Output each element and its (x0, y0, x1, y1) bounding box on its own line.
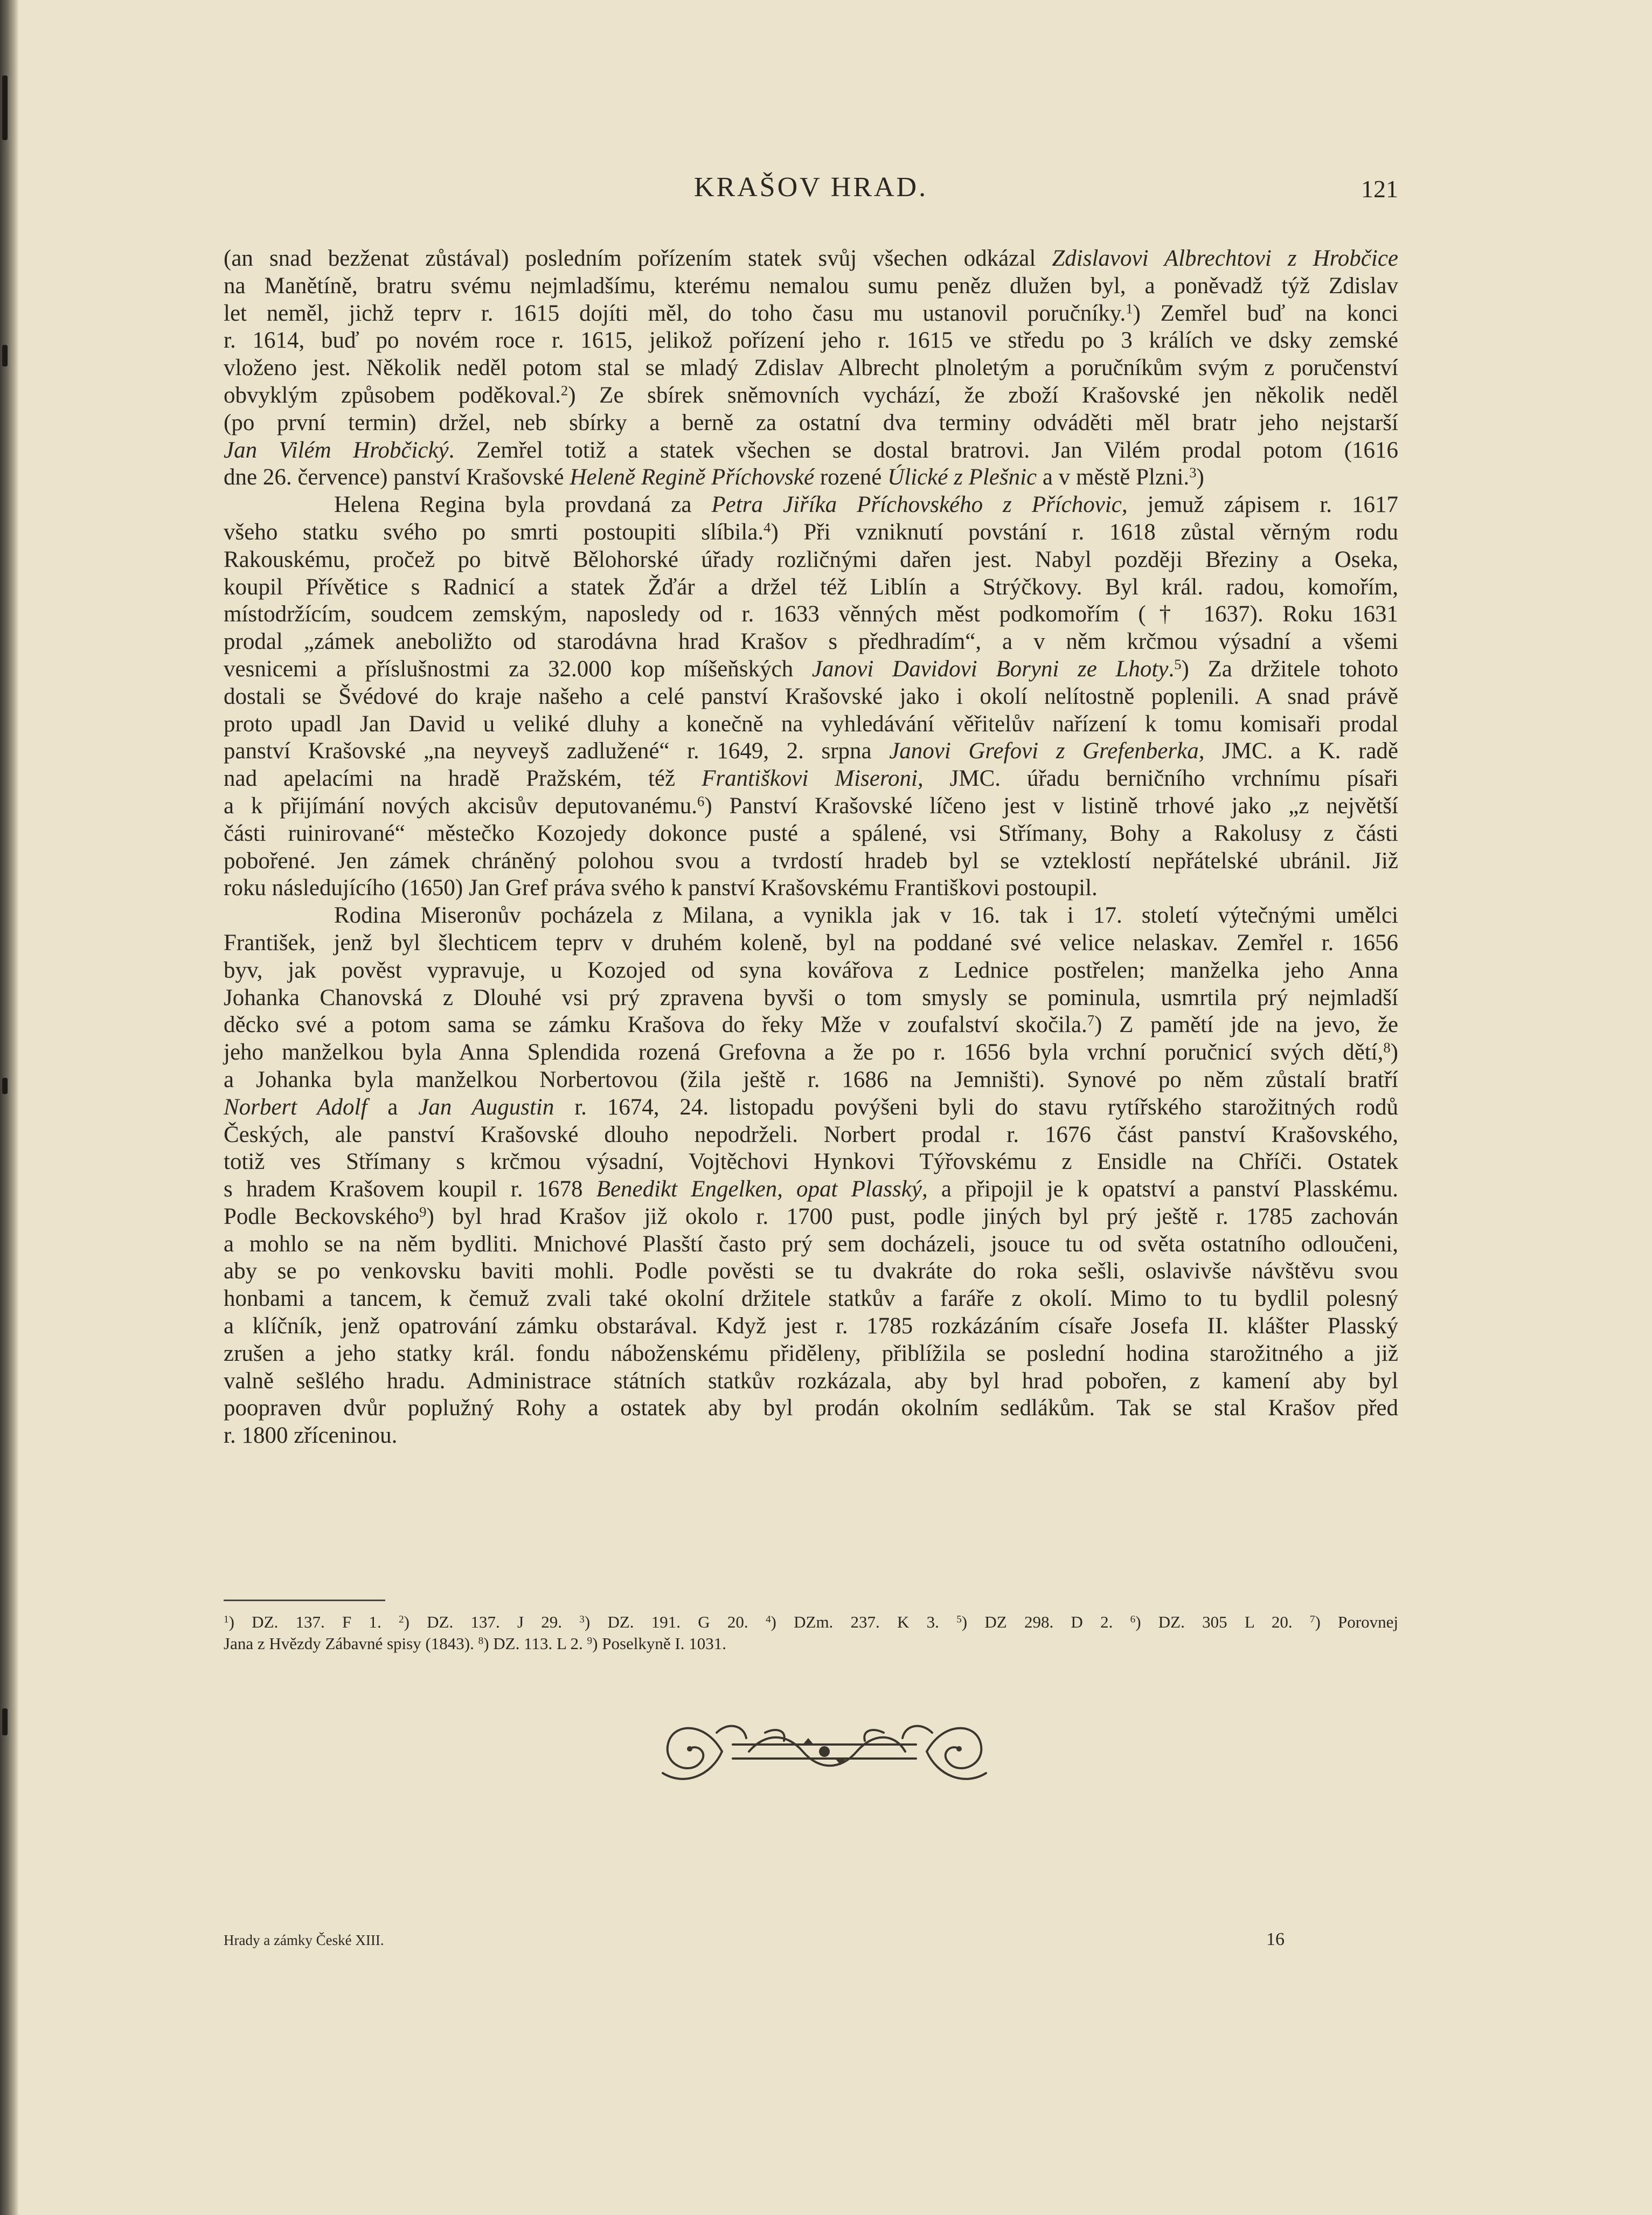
text-run: ) DZ. 113. L 2. (483, 1634, 587, 1653)
name-italic: Petra Jiříka Příchovského z Příchovic, (711, 492, 1128, 518)
name-italic: Heleně Regině Příchovské (570, 465, 815, 490)
text-line (224, 1368, 1398, 1395)
footnote-ref: 2 (560, 382, 568, 399)
text-run: místodržícím, soudcem zemským, naposledy od r. 1633 věnných měst podkomořím († 1637). Roku 1631 (224, 601, 1398, 627)
text-run: na Manětíně, bratru svému nejmladšímu, kterému nemalou sumu peněz dlužen byl, a poněvadž týž Zdislav (224, 273, 1398, 299)
text-run: vesnicemi a příslušnostmi za 32.000 kop míšeňských (224, 656, 812, 682)
name-italic: Benedikt Engelken, opat Plasský, (596, 1176, 928, 1202)
footnote-ref: 6 (697, 793, 705, 809)
text-line (224, 1067, 1398, 1094)
binding-mark (2, 75, 8, 140)
text-run: ) DZ. 137. J 29. (404, 1612, 580, 1631)
text-line (224, 656, 1398, 683)
text-run: (an snad bezženat zůstával) posledním pořízením statek svůj všechen odkázal (224, 246, 1052, 271)
text-run: totiž ves Střímany s krčmou výsadní, Vojtěchovi Hynkovi Týřovskému z Ensidle na Chříči. Ostatek (224, 1149, 1398, 1175)
decorative-ornament-icon (641, 1711, 1008, 1792)
text-run: a k přijímání nových akcisův deputovanému. (224, 793, 698, 819)
text-line (224, 273, 1398, 300)
text-run: a v městě Plzni. (1037, 465, 1190, 490)
text-run: ) Zemřel buď na konci (1133, 300, 1398, 326)
footnote-ref: 8 (1383, 1039, 1391, 1056)
text-run: ) Ze sbírek sněmovních vychází, že zboží Krašovské jen několik neděl (568, 382, 1398, 408)
text-run: a Johanka byla manželkou Norbertovou (žila ještě r. 1686 na Jemništi). Synové po něm zůstalí bratří (224, 1067, 1398, 1092)
text-run: let neměl, jichž teprv r. 1615 dojíti měl, do toho času mu ustanovil poručníky. (224, 300, 1126, 326)
page-header (224, 171, 1398, 220)
text-line (224, 245, 1398, 273)
text-run: rozené (814, 465, 888, 490)
text-run: jemuž zápisem r. 1617 (1127, 492, 1398, 518)
footnote-ref: 4 (763, 519, 771, 536)
text-line (224, 464, 1398, 492)
text-run: byv, jak pověst vypravuje, u Kozojed od syna kovářova z Lednice postřelen; manželka jeho Anna (224, 957, 1398, 983)
footnote-ref: 7 (1309, 1614, 1315, 1625)
text-run: ) DZ. 305 L 20. (1135, 1612, 1310, 1631)
text-line (224, 1313, 1398, 1340)
running-title: KRAŠOV HRAD. (693, 172, 928, 203)
text-line (224, 437, 1398, 465)
text-run: ) Poselkyně I. 1031. (592, 1634, 726, 1653)
text-run: a (367, 1094, 419, 1120)
book-spine-edge (0, 0, 18, 2215)
footnote-divider (224, 1600, 385, 1601)
text-line (224, 793, 1398, 820)
text-line (224, 546, 1398, 574)
text-run: Helena Regina byla provdaná za (334, 492, 712, 518)
text-run: všeho statku svého po smrti postoupiti slíbila. (224, 519, 764, 545)
binding-mark (2, 1708, 8, 1735)
text-run: Podle Beckovského (224, 1203, 420, 1229)
text-run: části ruinirované“ městečko Kozojedy dokonce pusté a spálené, vsi Střímany, Bohy a Rakolusy z části (224, 820, 1398, 846)
binding-mark (2, 345, 8, 366)
text-run: dne 26. července) panství Krašovské (224, 465, 570, 490)
footnote-line (224, 1633, 1398, 1655)
text-run: obvyklým způsobem poděkoval. (224, 382, 561, 408)
text-run: ) DZ. 191. G 20. (584, 1612, 766, 1631)
text-line (224, 875, 1398, 902)
text-run: poopraven dvůr poplužný Rohy a ostatek aby byl prodán okolním sedlákům. Tak se stal Krašov před (224, 1395, 1398, 1421)
text-line (224, 1203, 1398, 1231)
text-run: ) (1196, 465, 1204, 490)
text-line (224, 1395, 1398, 1422)
text-run: panství Krašovské „na neyveyš zadlužené“ r. 1649, 2. srpna (224, 738, 890, 764)
footnote-ref: 6 (1130, 1614, 1136, 1625)
text-run: Rodina Miseronův pocházela z Milana, a vynikla jak v 16. tak i 17. století výtečnými umělci (334, 903, 1398, 929)
text-run: Rakouskému, pročež po bitvě Bělohorské úřady rozličnými dařen jest. Nabyl později Březiny a Oseka, (224, 546, 1398, 572)
text-run: ) (1390, 1040, 1398, 1065)
text-run: ) Za držitele tohoto (1181, 656, 1398, 682)
text-run: děcko své a potom sama se zámku Krašova do řeky Mže v zoufalství skočila. (224, 1012, 1087, 1038)
text-line (224, 902, 1398, 930)
footnote-ref: 3 (1189, 465, 1197, 481)
text-run: vloženo jest. Několik neděl potom stal se mladý Zdislav Albrecht plnoletým a poručníkům svým z poručenství (224, 355, 1398, 381)
text-run: nad apelacími na hradě Pražském, též (224, 766, 702, 792)
text-run: JMC. úřadu berničního vrchnímu písaři (923, 766, 1398, 792)
text-line (224, 683, 1398, 711)
footnote-ref: 9 (419, 1203, 427, 1220)
name-italic: Janovi Grefovi z Grefenberka, (889, 738, 1205, 764)
binding-mark (2, 1078, 8, 1094)
text-line (224, 820, 1398, 848)
text-run: ) DZ 298. D 2. (961, 1612, 1130, 1631)
text-line (224, 1094, 1398, 1122)
text-line (224, 492, 1398, 519)
text-run: Českých, ale panství Krašovské dlouho nepodrželi. Norbert prodal r. 1676 část panství Krašovského, (224, 1122, 1398, 1147)
text-run: jeho manželkou byla Anna Splendida rozená Grefovna a že po r. 1656 byla vrchní poručnicí svých dětí, (224, 1040, 1384, 1065)
text-line (224, 1258, 1398, 1285)
footnote-ref: 1 (224, 1614, 229, 1625)
text-run: a klíčník, jenž opatrování zámku obstarával. Když jest r. 1785 rozkázáním císaře Josefa II. klášter Plasský (224, 1313, 1398, 1339)
page-number: 121 (1361, 175, 1398, 203)
text-run: ) Při vzniknutí povstání r. 1618 zůstal věrným rodu (771, 519, 1398, 545)
text-run: r. 1674, 24. listopadu povýšeni byli do stavu rytířského starožitných rodů (554, 1094, 1398, 1120)
footer-signature-number: 16 (1266, 1929, 1285, 1949)
footnote-ref: 5 (1174, 656, 1182, 673)
text-run: ) DZ. 137. F 1. (228, 1612, 399, 1631)
text-run: Johanka Chanovská z Dlouhé vsi prý zpravena byvši o tom smysly se pominula, usmrtila prý nejmladší (224, 985, 1398, 1010)
text-run: a mohlo se na něm bydliti. Mnichové Plasští často prý sem docházeli, jsouce tu od světa ostatního odloučeni, (224, 1231, 1398, 1257)
text-run: prodal „zámek aneboližto od starodávna hrad Krašov s předhradím“, a v něm krčmou výsadní a všemi (224, 629, 1398, 655)
text-run: ) Z pamětí jde na jevo, že (1094, 1012, 1398, 1038)
text-line (224, 1012, 1398, 1039)
text-run: a připojil je k opatství a panství Plasskému. (927, 1176, 1398, 1202)
footnote-ref: 5 (956, 1614, 962, 1625)
text-run: r. 1800 zříceninou. (224, 1423, 398, 1449)
text-line (224, 601, 1398, 628)
text-line (224, 382, 1398, 410)
text-line (224, 300, 1398, 328)
footnote-ref: 3 (579, 1614, 585, 1625)
text-run: r. 1614, buď po novém roce r. 1615, jelikož pořízení jeho r. 1615 ve středu po 3 králích ve dsky zemské (224, 328, 1398, 354)
name-italic: Norbert Adolf (224, 1094, 367, 1120)
text-run: ) Porovnej (1315, 1612, 1398, 1631)
text-line (224, 1039, 1398, 1067)
text-line (224, 930, 1398, 957)
text-line (224, 1285, 1398, 1313)
footnote-ref: 1 (1126, 300, 1133, 317)
text-line (224, 1122, 1398, 1149)
text-run: s hradem Krašovem koupil r. 1678 (224, 1176, 596, 1202)
name-italic: Jan Augustin (418, 1094, 554, 1120)
name-italic: Jan Vilém Hrobčický (224, 437, 449, 463)
text-run: ) Panství Krašovské líčeno jest v listině trhové jako „z největší (704, 793, 1398, 819)
text-run: proto upadl Jan David u veliké dluhy a konečně na vyhledávání věřitelův nařízení k tomu komisaři prodal (224, 711, 1398, 737)
footnote-ref: 4 (765, 1614, 771, 1625)
text-run: honbami a tancem, k čemuž zvali také okolní držitele statkův a faráře z okolí. Mimo to tu bydlil polesný (224, 1286, 1398, 1312)
text-line (224, 848, 1398, 875)
text-run: . (1168, 656, 1175, 682)
text-run: valně sešlého hradu. Administrace státních statkův rozkázala, aby byl hrad pobořen, z kamení aby byl (224, 1368, 1398, 1394)
text-line (224, 1231, 1398, 1258)
footnote-ref: 7 (1087, 1012, 1095, 1028)
text-line (224, 738, 1398, 765)
text-run: . Zemřel totiž a statek všechen se dostal bratrovi. Jan Vilém prodal potom (1616 (448, 437, 1398, 463)
text-line (224, 1422, 1398, 1450)
text-run: pobořené. Jen zámek chráněný polohou svou a tvrdostí hradeb byl se vzteklostí nepřátelské ubránil. Již (224, 848, 1398, 874)
text-line (224, 1148, 1398, 1176)
text-run: koupil Přívětice s Radnicí a statek Žďár a držel též Liblín a Strýčkovy. Byl král. radou, komořím, (224, 574, 1398, 600)
text-line (224, 957, 1398, 985)
text-run: ) byl hrad Krašov již okolo r. 1700 pust, podle jiných byl prý ještě r. 1785 zachován (426, 1203, 1398, 1229)
text-line (224, 410, 1398, 437)
text-run: JMC. a K. radě (1204, 738, 1398, 764)
text-run: zrušen a jeho statky král. fondu náboženskému přiděleny, přiblížila se poslední hodina starožitného a již (224, 1340, 1398, 1366)
footer-book-title: Hrady a zámky České XIII. (224, 1932, 384, 1948)
text-line (224, 711, 1398, 738)
text-line (224, 574, 1398, 601)
text-run: (po první termin) držel, neb sbírky a berně za ostatní dva terminy odváděti měl bratr jeho nejstarší (224, 410, 1398, 435)
footnote-ref: 2 (398, 1614, 404, 1625)
text-line (224, 628, 1398, 656)
text-line (224, 1340, 1398, 1368)
text-line (224, 355, 1398, 382)
text-line (224, 765, 1398, 793)
body-text (224, 245, 1398, 1450)
text-line (224, 327, 1398, 355)
text-run: roku následujícího (1650) Jan Gref práva svého k panství Krašovskému Františkovi postoupil. (224, 875, 1098, 901)
text-line (224, 519, 1398, 546)
text-line (224, 1176, 1398, 1203)
footnote-ref: 9 (587, 1635, 593, 1647)
footnotes (224, 1611, 1398, 1655)
name-italic: Janovi Davidovi Boryni ze Lhoty (811, 656, 1169, 682)
text-run: aby se po venkovsku baviti mohli. Podle pověsti se tu dvakráte do roka sešli, oslavivše návštěvu svou (224, 1258, 1398, 1284)
name-italic: Františkovi Miseroni, (702, 766, 924, 792)
name-italic: Úlické z Plešnic (887, 465, 1037, 490)
text-run: ) DZm. 237. K 3. (771, 1612, 957, 1631)
footnote-line (224, 1611, 1398, 1633)
text-line (224, 985, 1398, 1012)
name-italic: Zdislavovi Albrechtovi z Hrobčice (1052, 246, 1399, 271)
footnote-ref: 8 (478, 1635, 484, 1647)
text-run: dostali se Švédové do kraje našeho a celé panství Krašovské jako i okolí nelítostně poplenili. A snad právě (224, 683, 1398, 709)
text-run: Jana z Hvězdy Zábavné spisy (1843). (224, 1634, 478, 1653)
text-run: František, jenž byl šlechticem teprv v druhém koleně, byl na poddané své velice nelaskav. Zemřel r. 1656 (224, 930, 1398, 956)
